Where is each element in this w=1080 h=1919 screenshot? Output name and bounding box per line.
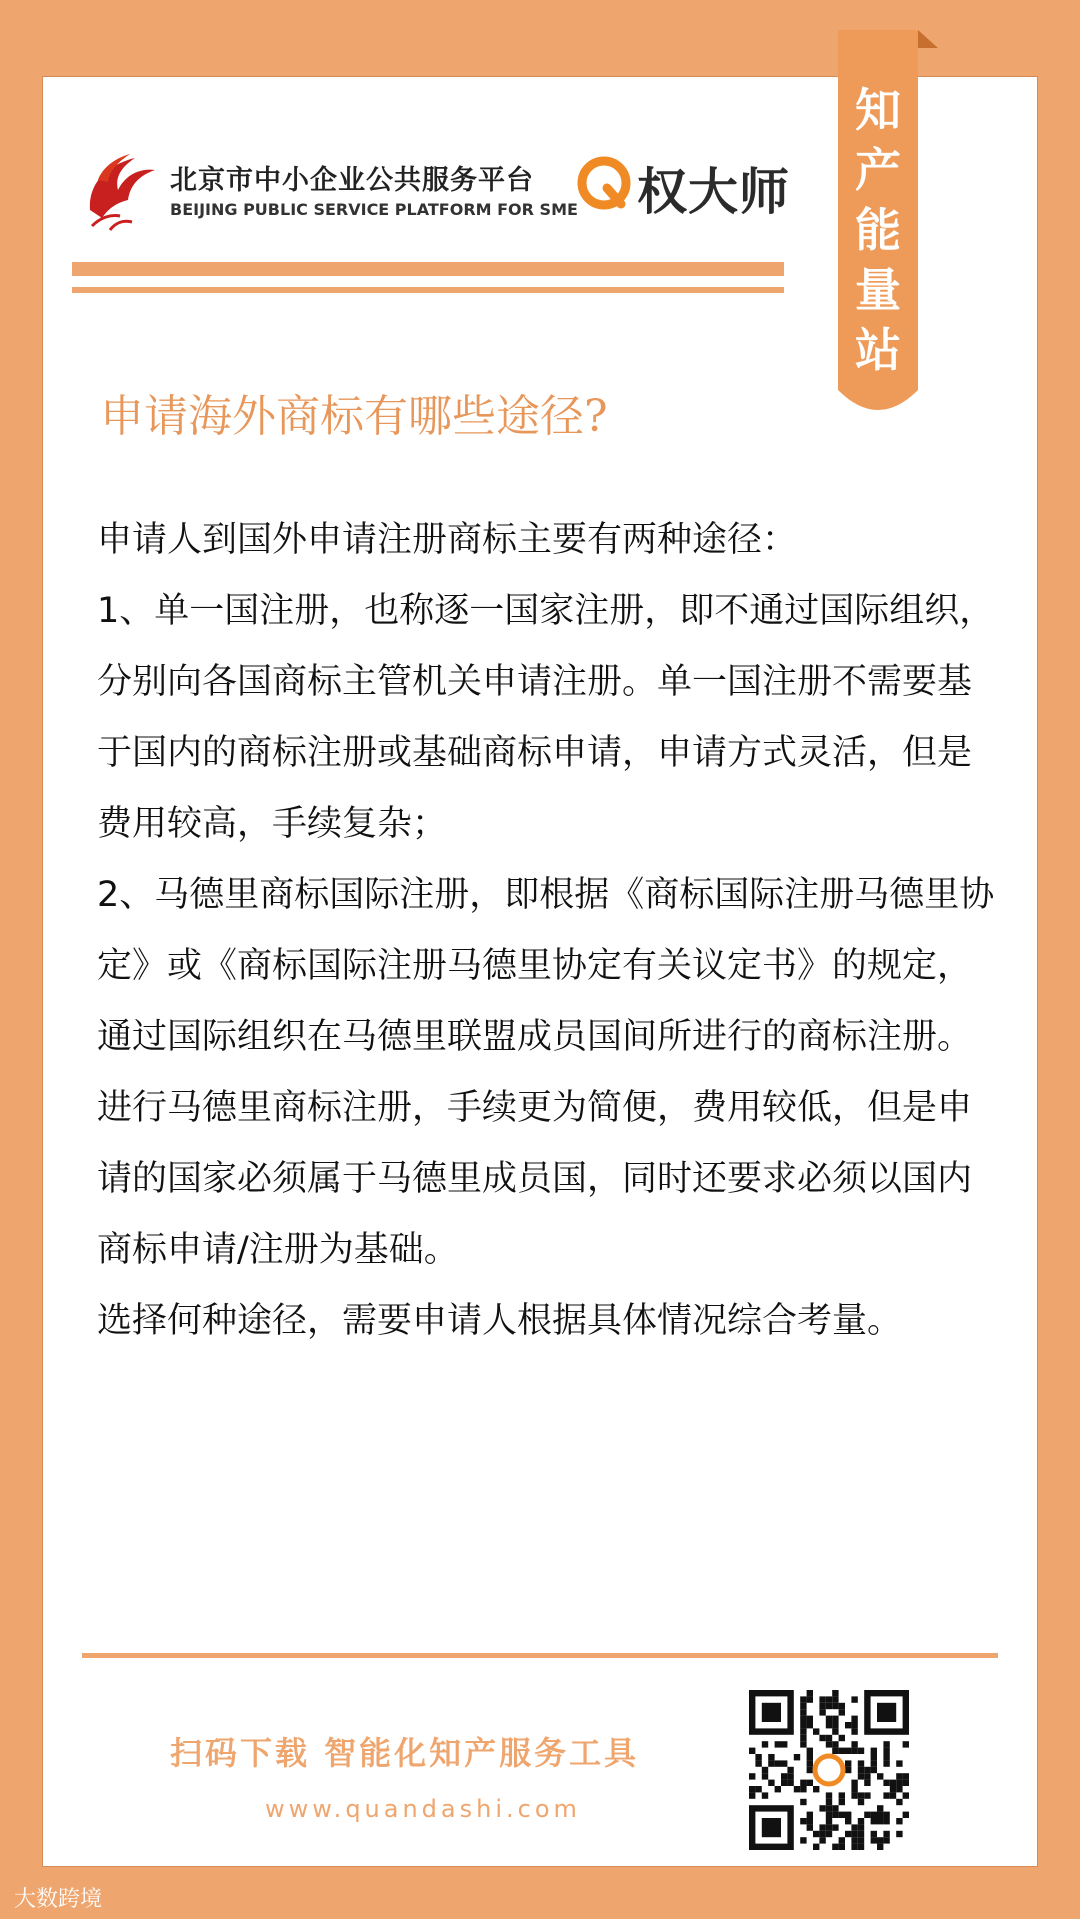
scan-download-text: 扫码下载 智能化知产服务工具 bbox=[170, 1734, 640, 1772]
ribbon-char: 知 bbox=[855, 83, 901, 137]
paragraph-option-2: 2、马德里商标国际注册，即根据《商标国际注册马德里协定》或《商标国际注册马德里协定有关议定书》的规定，通过国际组织在马德里联盟成员国间所进行的商标注册。进行马德里商标注册，手续更为简便，费用较低，但是申请的国家必须属于马德里成员国，同时还要求必须以国内商标申请/注册为基础。 bbox=[97, 875, 995, 1270]
website-url[interactable]: www.quandashi.com bbox=[265, 1795, 581, 1823]
phoenix-logo-icon bbox=[80, 140, 160, 232]
side-ribbon bbox=[838, 30, 938, 430]
article-title: 申请海外商标有哪些途径? bbox=[100, 391, 608, 442]
paragraph-conclusion: 选择何种途径，需要申请人根据具体情况综合考量。 bbox=[97, 1301, 903, 1341]
article-body bbox=[97, 505, 997, 1357]
ribbon-char: 量 bbox=[855, 263, 901, 317]
header-stripe bbox=[72, 262, 784, 276]
qr-code-icon bbox=[744, 1685, 914, 1855]
quandashi-logo bbox=[575, 150, 795, 220]
ribbon-char: 产 bbox=[855, 143, 901, 197]
beijing-sme-name-cn: 北京市中小企业公共服务平台 bbox=[170, 165, 534, 196]
beijing-sme-name-en: BEIJING PUBLIC SERVICE PLATFORM FOR SME bbox=[170, 200, 578, 219]
header-stripe-thin bbox=[72, 287, 784, 293]
beijing-sme-logo bbox=[80, 140, 578, 235]
qr-code[interactable] bbox=[744, 1685, 914, 1855]
q-logo-icon bbox=[575, 154, 633, 212]
ribbon-char: 能 bbox=[855, 203, 901, 257]
watermark: 大数跨境 bbox=[14, 1887, 103, 1912]
ribbon-char: 站 bbox=[855, 323, 901, 377]
footer-divider bbox=[82, 1653, 998, 1658]
paragraph-intro: 申请人到国外申请注册商标主要有两种途径： bbox=[97, 520, 798, 560]
brand-name: 权大师 bbox=[637, 163, 790, 221]
ribbon-label bbox=[838, 80, 918, 380]
paragraph-option-1: 1、单一国注册，也称逐一国家注册，即不通过国际组织，分别向各国商标主管机关申请注册。单一国注册不需要基于国内的商标注册或基础商标申请，申请方式灵活，但是费用较高，手续复杂； bbox=[97, 591, 995, 844]
